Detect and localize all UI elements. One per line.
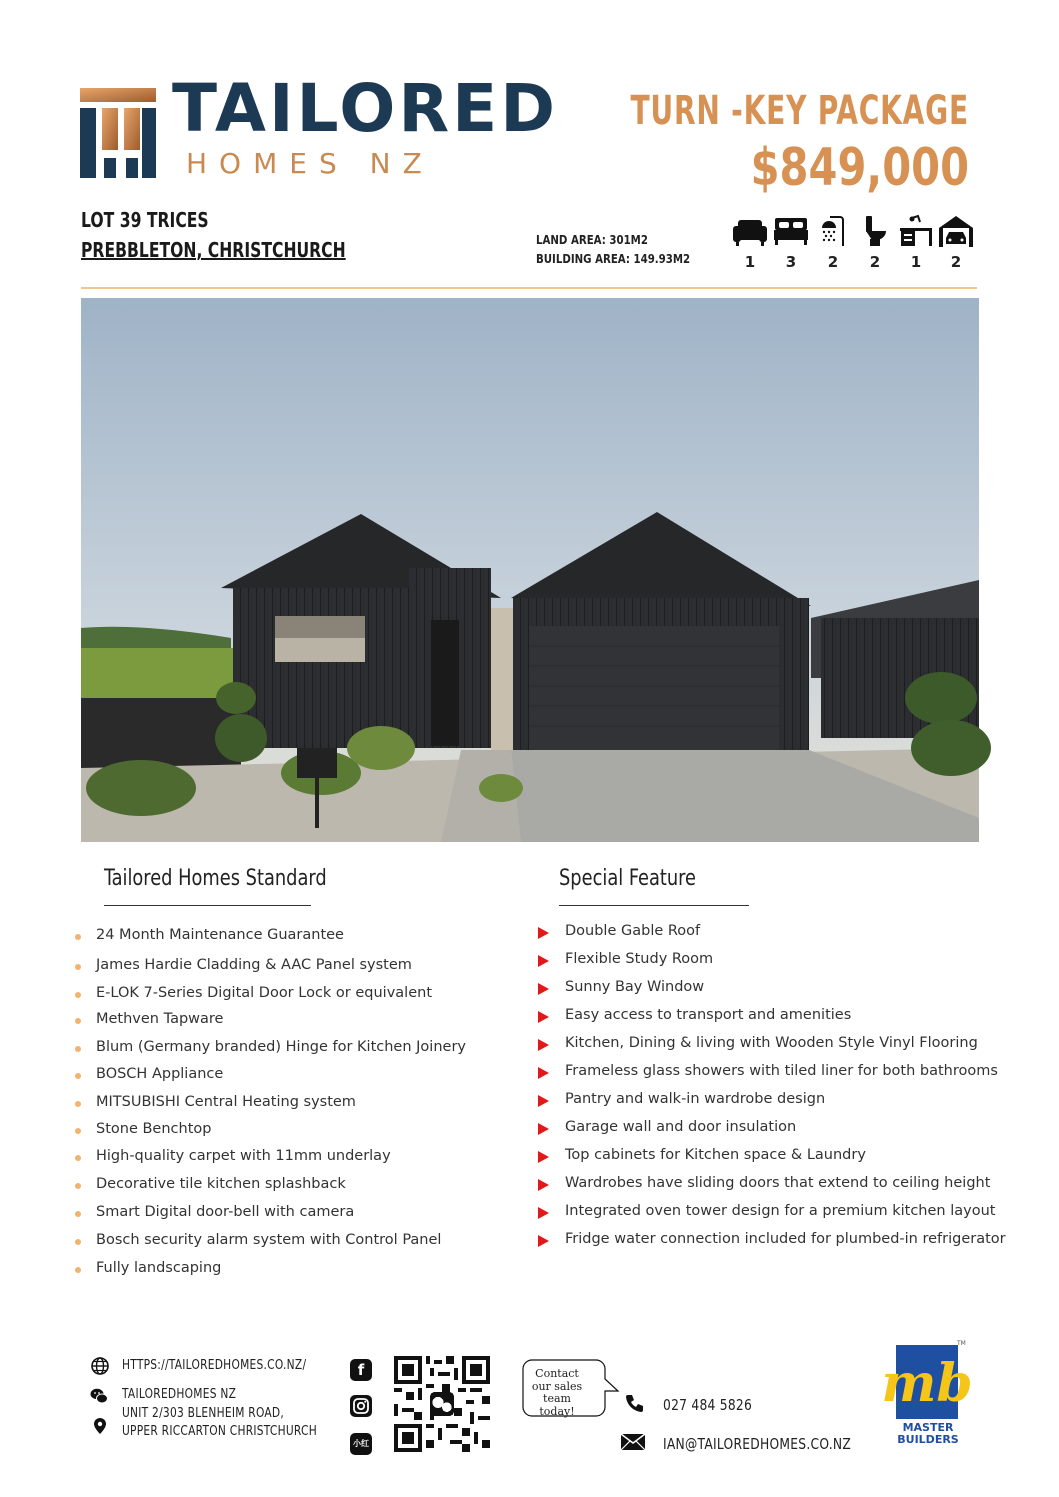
- standard-title-rule: [104, 905, 311, 906]
- arrow-bullet-icon: [538, 955, 549, 967]
- arrow-bullet-icon: [538, 1235, 549, 1247]
- qr-code-icon: [394, 1356, 490, 1452]
- shower-icon: [815, 214, 851, 248]
- bullet-dot-icon: [75, 1018, 81, 1024]
- website-link[interactable]: HTTPS://TAILOREDHOMES.CO.NZ/: [122, 1358, 307, 1373]
- arrow-bullet-icon: [538, 1095, 549, 1107]
- bullet-dot-icon: [75, 992, 81, 998]
- bullet-dot-icon: [75, 1183, 81, 1189]
- email-address[interactable]: IAN@TAILOREDHOMES.CO.NZ: [663, 1435, 852, 1453]
- arrow-bullet-icon: [538, 927, 549, 939]
- arrow-bullet-icon: [538, 1123, 549, 1135]
- address-suburb: PREBBLETON, CHRISTCHURCH: [81, 238, 346, 262]
- amenity-living: [730, 214, 770, 271]
- study-desk-icon: [898, 214, 934, 248]
- sofa-icon: [732, 214, 768, 248]
- location-pin-icon: [91, 1417, 109, 1435]
- mb-monogram: mb: [881, 1353, 973, 1414]
- master-builders-line1: MASTER: [902, 1421, 954, 1434]
- arrow-bullet-icon: [538, 1011, 549, 1023]
- amenity-bathrooms-count: 2: [827, 253, 839, 271]
- amenity-garage: [936, 214, 976, 271]
- brand-logo-mark-icon: [80, 88, 156, 178]
- office-address-line1: UNIT 2/303 BLENHEIM ROAD,: [122, 1406, 285, 1421]
- office-address-line2: UPPER RICCARTON CHRISTCHURCH: [122, 1424, 317, 1439]
- building-area: BUILDING AREA: 149.93M2: [536, 252, 691, 266]
- garage-icon: [938, 214, 974, 248]
- arrow-bullet-icon: [538, 983, 549, 995]
- amenity-toilets-count: 2: [869, 253, 881, 271]
- amenity-living-count: 1: [744, 253, 756, 271]
- bullet-dot-icon: [75, 1211, 81, 1217]
- email-icon: [620, 1433, 646, 1451]
- amenity-study: [896, 214, 936, 271]
- arrow-bullet-icon: [538, 1207, 549, 1219]
- bullet-dot-icon: [75, 1101, 81, 1107]
- trademark: TM: [957, 1340, 966, 1347]
- xiaohongshu-icon[interactable]: 小红书: [350, 1433, 372, 1455]
- bullet-dot-icon: [75, 1073, 81, 1079]
- land-area: LAND AREA: 301M2: [536, 233, 648, 247]
- bullet-dot-icon: [75, 1239, 81, 1245]
- master-builders-line2: BUILDERS: [897, 1433, 959, 1446]
- arrow-bullet-icon: [538, 1151, 549, 1163]
- contact-callout: Contact our sales team today!: [531, 1367, 583, 1418]
- bullet-dot-icon: [75, 1046, 81, 1052]
- arrow-bullet-icon: [538, 1039, 549, 1051]
- amenity-bedrooms: [771, 214, 811, 271]
- house-photo: [81, 298, 979, 842]
- amenity-toilets: [855, 214, 895, 271]
- bullet-dot-icon: [75, 1155, 81, 1161]
- bullet-dot-icon: [75, 934, 81, 940]
- special-title-rule: [559, 905, 749, 906]
- address-lot: LOT 39 TRICES: [81, 208, 209, 232]
- special-title: Special Feature: [559, 866, 697, 891]
- arrow-bullet-icon: [538, 1067, 549, 1079]
- phone-icon: [624, 1394, 644, 1414]
- instagram-icon[interactable]: [350, 1395, 372, 1417]
- wechat-icon: [90, 1387, 108, 1405]
- globe-icon: [91, 1357, 109, 1375]
- arrow-bullet-icon: [538, 1179, 549, 1191]
- package-title: TURN -KEY PACKAGE: [630, 88, 969, 134]
- brand-subtitle: HOMES NZ: [186, 147, 434, 180]
- bullet-dot-icon: [75, 964, 81, 970]
- amenity-garage-count: 2: [950, 253, 962, 271]
- standard-title: Tailored Homes Standard: [104, 866, 327, 891]
- amenity-bathrooms: [813, 214, 853, 271]
- phone-number[interactable]: 027 484 5826: [663, 1396, 753, 1414]
- amenity-study-count: 1: [910, 253, 922, 271]
- divider-line: [81, 287, 977, 289]
- brand-name: TAILORED: [172, 70, 559, 147]
- package-price: $849,000: [750, 138, 969, 198]
- master-builders-logo-icon: [881, 1345, 973, 1421]
- facebook-icon[interactable]: f: [350, 1359, 372, 1381]
- wechat-id: TAILOREDHOMES NZ: [122, 1387, 237, 1402]
- toilet-icon: [857, 214, 893, 248]
- bed-icon: [773, 214, 809, 248]
- bullet-dot-icon: [75, 1267, 81, 1273]
- amenity-bedrooms-count: 3: [785, 253, 797, 271]
- bullet-dot-icon: [75, 1128, 81, 1134]
